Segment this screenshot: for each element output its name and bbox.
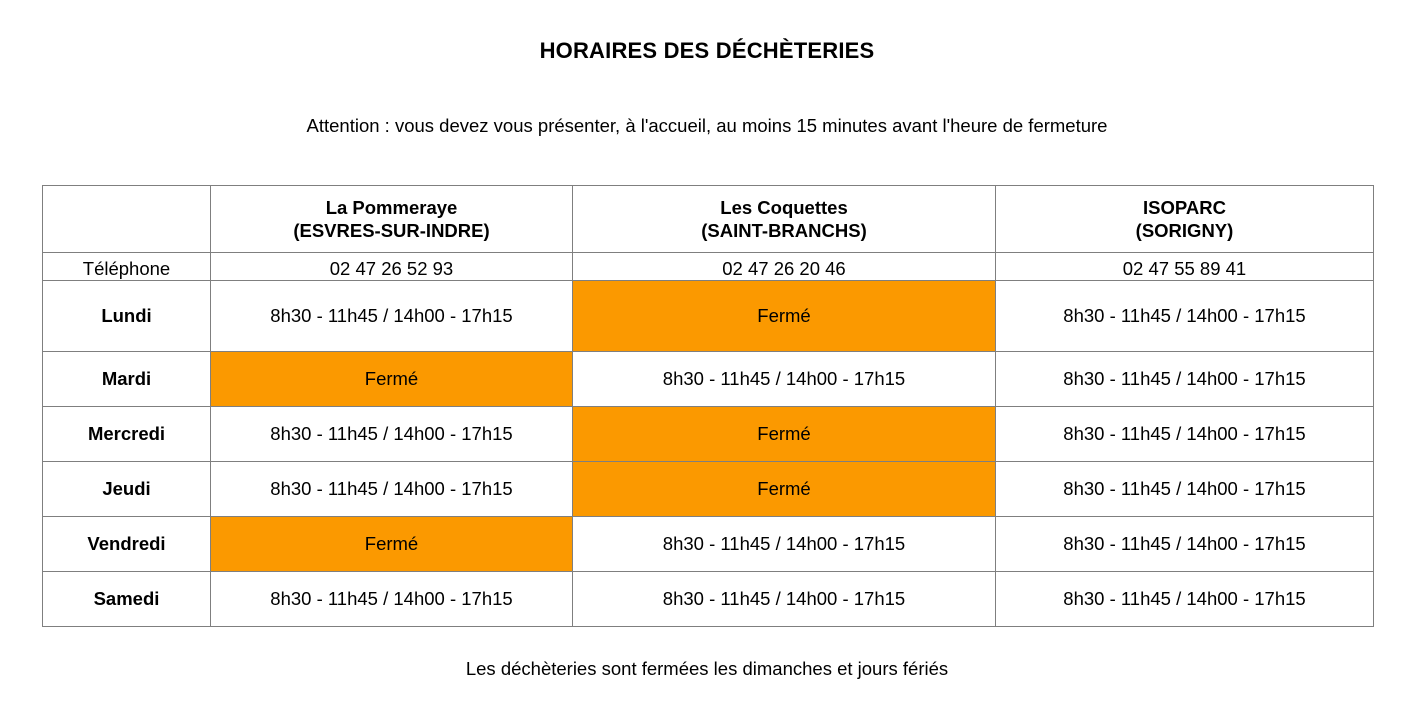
hours-cell: 8h30 - 11h45 / 14h00 - 17h15 [211,572,573,627]
hours-cell: 8h30 - 11h45 / 14h00 - 17h15 [211,407,573,462]
site-town: (ESVRES-SUR-INDRE) [293,220,490,241]
day-label: Vendredi [43,517,211,572]
day-row-mercredi [43,407,1374,462]
header-row [43,186,1374,253]
phone-label: Téléphone [43,253,211,281]
phone-number: 02 47 55 89 41 [996,253,1374,281]
day-row-samedi [43,572,1374,627]
day-row-vendredi [43,517,1374,572]
day-row-lundi [43,281,1374,352]
day-row-jeudi [43,462,1374,517]
hours-cell: 8h30 - 11h45 / 14h00 - 17h15 [996,407,1374,462]
day-label: Mardi [43,352,211,407]
site-name: La Pommeraye [325,197,458,218]
hours-cell-closed: Fermé [211,517,573,572]
site-town: (SAINT-BRANCHS) [701,220,867,241]
hours-cell-closed: Fermé [211,352,573,407]
closing-time-notice: Attention : vous devez vous présenter, à l'accueil, au moins 15 minutes avant l'heure de fermeture [306,115,1108,136]
hours-cell: 8h30 - 11h45 / 14h00 - 17h15 [996,572,1374,627]
day-row-mardi [43,352,1374,407]
hours-cell: 8h30 - 11h45 / 14h00 - 17h15 [996,517,1374,572]
hours-cell: 8h30 - 11h45 / 14h00 - 17h15 [573,572,996,627]
phone-number: 02 47 26 20 46 [573,253,996,281]
hours-cell: 8h30 - 11h45 / 14h00 - 17h15 [573,352,996,407]
site-town: (SORIGNY) [1135,220,1234,241]
phone-number: 02 47 26 52 93 [211,253,573,281]
site-header-cell [996,186,1374,253]
site-name: ISOPARC [1143,197,1226,218]
header-corner-cell [43,186,211,253]
hours-cell: 8h30 - 11h45 / 14h00 - 17h15 [211,281,573,352]
site-header-cell [211,186,573,253]
hours-cell-closed: Fermé [573,407,996,462]
day-label: Mercredi [43,407,211,462]
day-label: Lundi [43,281,211,352]
hours-cell: 8h30 - 11h45 / 14h00 - 17h15 [996,281,1374,352]
schedule-table [42,185,1374,627]
hours-cell-closed: Fermé [573,462,996,517]
closure-footer-note: Les déchèteries sont fermées les dimanches et jours fériés [465,658,949,679]
site-header-cell [573,186,996,253]
page-title: HORAIRES DES DÉCHÈTERIES [539,38,875,63]
hours-cell: 8h30 - 11h45 / 14h00 - 17h15 [573,517,996,572]
day-label: Samedi [43,572,211,627]
site-name: Les Coquettes [720,197,848,218]
hours-cell: 8h30 - 11h45 / 14h00 - 17h15 [996,352,1374,407]
hours-cell: 8h30 - 11h45 / 14h00 - 17h15 [996,462,1374,517]
day-label: Jeudi [43,462,211,517]
hours-cell-closed: Fermé [573,281,996,352]
hours-cell: 8h30 - 11h45 / 14h00 - 17h15 [211,462,573,517]
phone-row [43,253,1374,281]
